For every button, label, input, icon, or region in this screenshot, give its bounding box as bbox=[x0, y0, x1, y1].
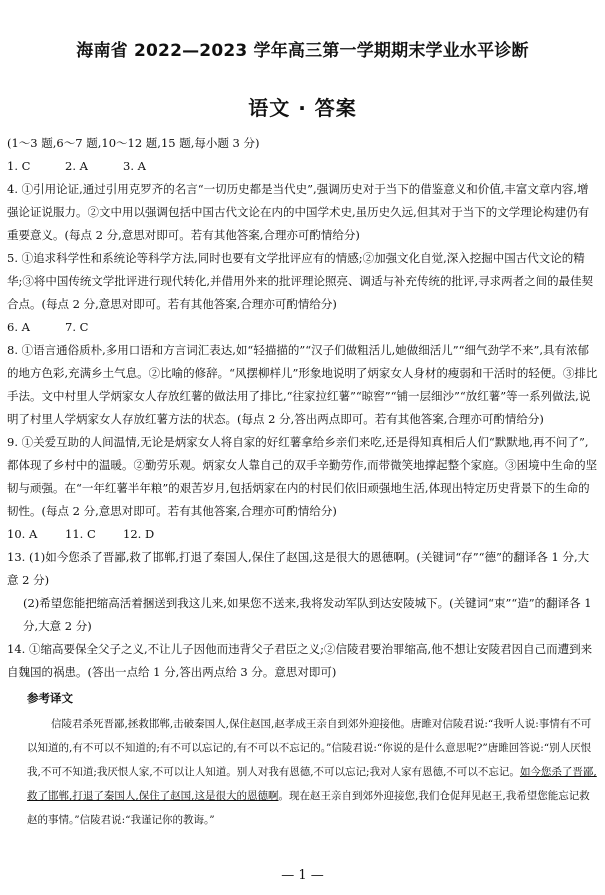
reference-translation-title: 参考译文 bbox=[27, 691, 73, 705]
answer-14: 14. ①缩高要保全父子之义,不让儿子因他而违背父子君臣之义;②信陵君要治罪缩高,他不想让安陵君因自己而遭到来自魏国的祸患。(答出一点给 1 分,答出两点给 3 分。意思对即可) bbox=[7, 642, 593, 679]
answer-2: 2. A bbox=[65, 159, 88, 173]
scoring-note: (1～3 题,6～7 题,10～12 题,15 题,每小题 3 分) bbox=[7, 136, 260, 150]
document-subtitle: 语文 · 答案 bbox=[248, 96, 357, 120]
answers-row-6-7 bbox=[7, 316, 599, 339]
answer-3: 3. A bbox=[123, 159, 146, 173]
answer-1: 1. C bbox=[7, 159, 31, 173]
answer-content bbox=[7, 132, 599, 832]
answer-4: 4. ①引用论证,通过引用克罗齐的名言“一切历史都是当代史”,强调历史对于当下的借鉴意义和价值,丰富文章内容,增强论证说服力。②文中用以强调包括中国古代文论在内的中国学术史,虽历史久远,但其对于当下的文学理论构建仍有重要意义。(每点 2 分,意思对即可。若有其他答案,合理亦可酌情给分) bbox=[7, 182, 590, 242]
answer-13-1: 13. (1)如今您杀了晋鄙,救了邯郸,打退了秦国人,保住了赵国,这是很大的恩德啊。(关键词“存”“德”的翻译各 1 分,大意 2 分) bbox=[7, 550, 590, 587]
answers-row-10-12 bbox=[7, 523, 599, 546]
translation-part-2: 。现在赵王亲自到郊外迎接您,我们仓促拜见赵王,我希望您能忘记救赵的事情。”信陵君说:“我谨记你的教诲。” bbox=[27, 790, 590, 826]
reference-translation bbox=[7, 712, 599, 832]
answer-11: 11. C bbox=[65, 527, 96, 541]
answer-12: 12. D bbox=[123, 527, 155, 541]
answer-8: 8. ①语言通俗质朴,多用口语和方言词汇表达,如“轻描描的”“汉子们做粗活儿,她做细活儿”“细气劲学不来”,具有浓郁的地方色彩,充满乡土气息。②比喻的修辞。“风摆柳样儿”形象地说明了炳家女人身材的瘦弱和干活时的轻便。③排比手法。文中村里人学炳家女人存放红薯的做法用了排比,“往家拉红薯”“晾窖”“铺一层细沙”“放红薯”等一系列做法,说明了村里人学炳家女人存放红薯方法的状态。(每点 2 分,答出两点即可。若有其他答案,合理亦可酌情给分) bbox=[7, 343, 598, 426]
translation-part-1: 信陵君杀死晋鄙,拯救邯郸,击破秦国人,保住赵国,赵孝成王亲自到郊外迎接他。唐雎对信陵君说:“我听人说:事情有不可以知道的,有不可以不知道的;有不可以忘记的,有不可以不忘记的。”信陵君说:“你说的是什么意思呢?”唐雎回答说:“别人厌恨我,不可不知道;我厌恨人家,不可以让人知道。别人对我有恩德,不可以忘记;我对人家有恩德,不可以不忘记。 bbox=[27, 718, 592, 778]
answer-7: 7. C bbox=[65, 320, 89, 334]
translation-underlined: 如今您杀了晋鄙,救了邯郸,打退了秦国人,保住了赵国,这是很大的恩德啊 bbox=[27, 766, 597, 802]
page-number: — 1 — bbox=[281, 868, 324, 883]
answers-row-1-3 bbox=[7, 155, 599, 178]
answer-9: 9. ①关爱互助的人间温情,无论是炳家女人将自家的好红薯拿给乡亲们来吃,还是得知真相后人们“默默地,再不问了”,都体现了乡村中的温暖。②勤劳乐观。炳家女人靠自己的双手辛勤劳作,而带微笑地撑起整个家庭。③困境中生命的坚韧与顽强。在“一年红薯半年粮”的艰苦岁月,包括炳家在内的村民们依旧顽强地生活,体现出特定历史背景下的生命的韧性。(每点 2 分,意思对即可。若有其他答案,合理亦可酌情给分) bbox=[7, 435, 598, 518]
answer-13-2: (2)希望您能把缩高活着捆送到我这儿来,如果您不送来,我将发动军队到达安陵城下。(关键词“束”“造”的翻译各 1 分,大意 2 分) bbox=[23, 596, 592, 633]
answer-10: 10. A bbox=[7, 527, 38, 541]
document-title: 海南省 2022—2023 学年高三第一学期期末学业水平诊断 bbox=[76, 41, 529, 61]
answer-6: 6. A bbox=[7, 320, 30, 334]
answer-5: 5. ①追求科学性和系统论等科学方法,同时也要有文学批评应有的情感;②加强文化自觉,深入挖掘中国古代文论的精华;③将中国传统文学批评进行现代转化,并借用外来的批评理论照亮、调适与补充传统的批评,寻求两者之间的最佳契合点。(每点 2 分,意思对即可。若有其他答案,合理亦可酌情给分) bbox=[7, 251, 594, 311]
